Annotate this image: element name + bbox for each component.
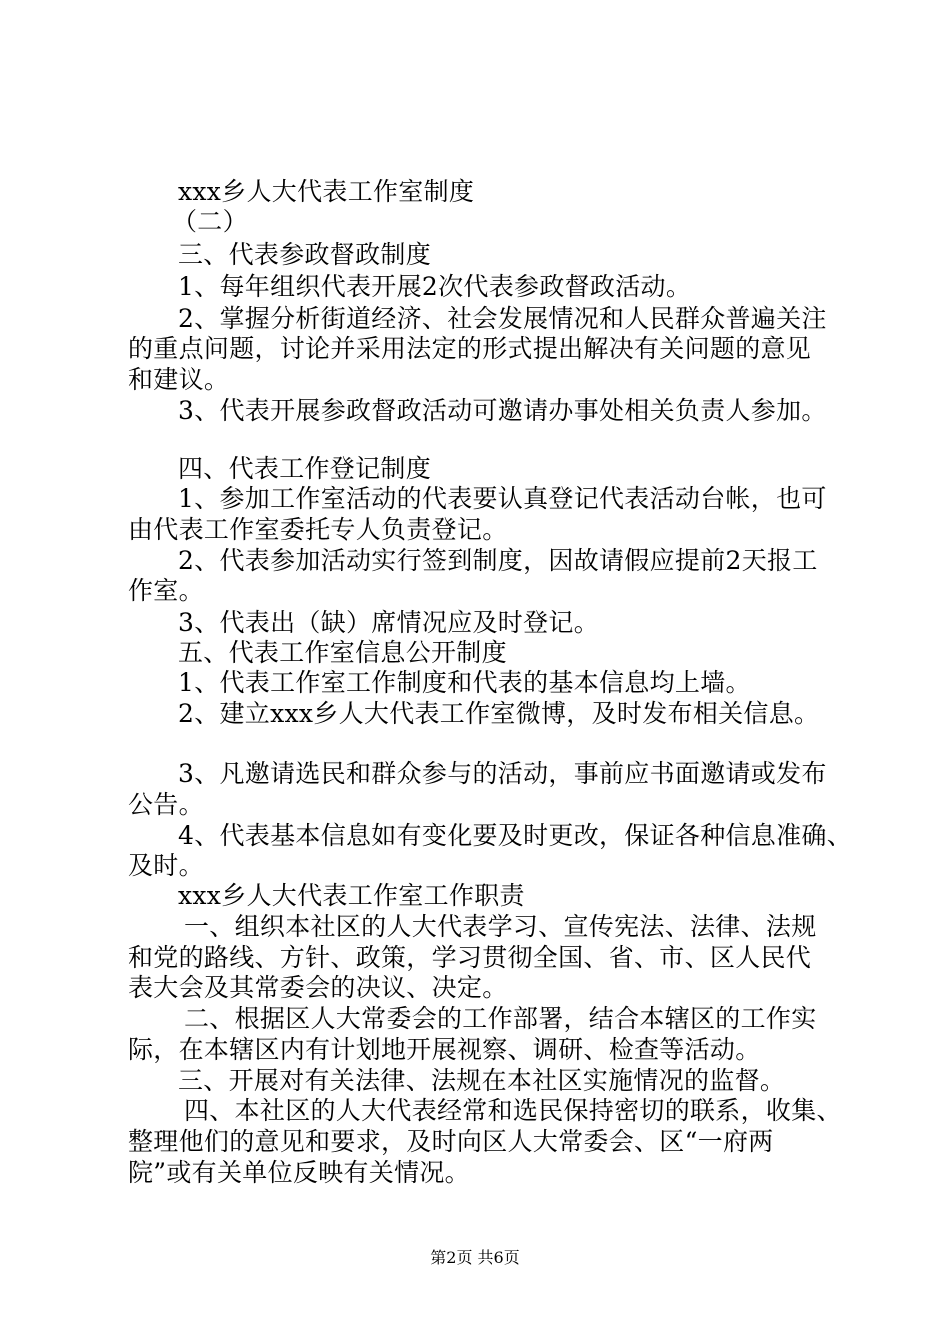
section-heading-4: 四、代表工作登记制度 [178, 454, 432, 483]
paragraph-line: 作室。 [128, 576, 204, 605]
paragraph-line: 三、开展对有关法律、法规在本社区实施情况的监督。 [178, 1066, 786, 1095]
paragraph-line: 和党的路线、方针、政策，学习贯彻全国、省、市、区人民代 [128, 943, 812, 972]
paragraph-line: 4、代表基本信息如有变化要及时更改，保证各种信息准确、 [178, 821, 853, 850]
paragraph-line: 2、掌握分析街道经济、社会发展情况和人民群众普遍关注 [178, 304, 827, 333]
paragraph-line: 公告。 [128, 790, 204, 819]
paragraph-line: 2、建立xxx乡人大代表工作室微博，及时发布相关信息。 [178, 699, 820, 728]
paragraph-line: 一、组织本社区的人大代表学习、宣传宪法、法律、法规 [184, 912, 817, 941]
paragraph-line: 和建议。 [128, 365, 230, 394]
paragraph-line: 二、根据区人大常委会的工作部署，结合本辖区的工作实 [184, 1004, 817, 1033]
paragraph-line: 3、代表出（缺）席情况应及时登记。 [178, 608, 600, 637]
section-title-duties: xxx乡人大代表工作室工作职责 [178, 881, 525, 910]
paragraph-line: 1、参加工作室活动的代表要认真登记代表活动台帐，也可 [178, 484, 827, 513]
paragraph-line: 3、凡邀请选民和群众参与的活动，事前应书面邀请或发布 [178, 759, 827, 788]
paragraph-line: 院”或有关单位反映有关情况。 [128, 1158, 470, 1187]
paragraph-line: 的重点问题，讨论并采用法定的形式提出解决有关问题的意见 [128, 334, 812, 363]
paragraph-line: 1、代表工作室工作制度和代表的基本信息均上墙。 [178, 668, 751, 697]
doc-subtitle: （二） [172, 207, 248, 236]
paragraph-line: 际，在本辖区内有计划地开展视察、调研、检查等活动。 [128, 1035, 761, 1064]
doc-title: xxx乡人大代表工作室制度 [178, 177, 475, 206]
paragraph-line: 2、代表参加活动实行签到制度，因故请假应提前2天报工 [178, 546, 818, 575]
section-heading-5: 五、代表工作室信息公开制度 [178, 638, 507, 667]
paragraph-line: 表大会及其常委会的决议、决定。 [128, 973, 508, 1002]
page-footer: 第2页 共6页 [430, 1248, 520, 1267]
paragraph-line: 3、代表开展参政督政活动可邀请办事处相关负责人参加。 [178, 396, 827, 425]
paragraph-line: 由代表工作室委托专人负责登记。 [128, 515, 508, 544]
paragraph-line: 四、本社区的人大代表经常和选民保持密切的联系，收集、 [184, 1096, 842, 1125]
paragraph-line: 1、每年组织代表开展2次代表参政督政活动。 [178, 272, 692, 301]
paragraph-line: 及时。 [128, 851, 204, 880]
section-heading-3: 三、代表参政督政制度 [178, 240, 432, 269]
paragraph-line: 整理他们的意见和要求，及时向区人大常委会、区“一府两 [128, 1127, 774, 1156]
